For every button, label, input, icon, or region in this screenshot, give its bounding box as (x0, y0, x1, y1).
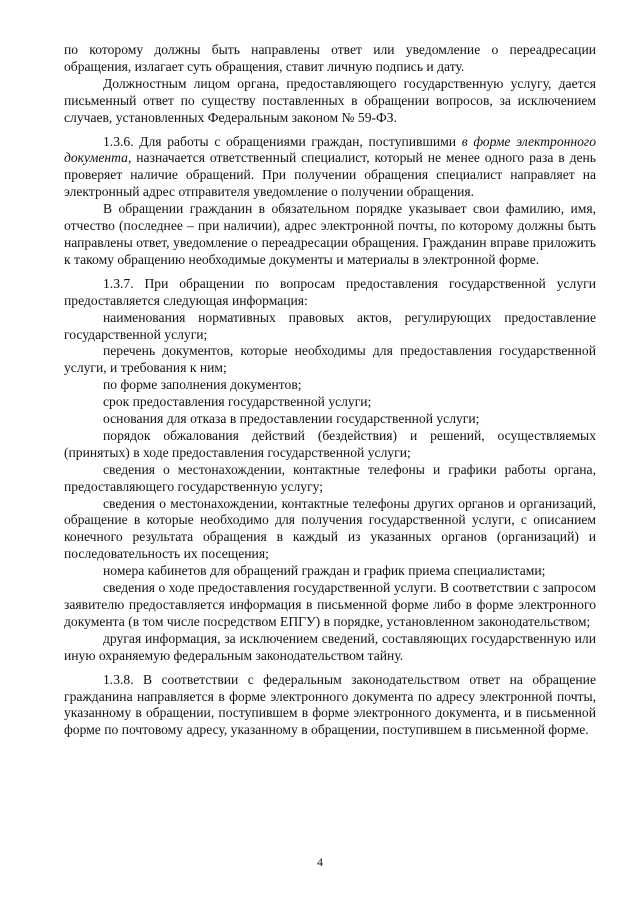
list-item: номера кабинетов для обращений граждан и график приема специалистами; (103, 563, 546, 579)
page-number: 4 (317, 855, 323, 869)
paragraph-1-3-6-start: 1.3.6. Для работы с обращениями граждан, поступившими (103, 133, 462, 149)
paragraph-1-3-6 (64, 134, 596, 202)
list-item: сведения о местонахождении, контактные телефоны и графики работы органа, предоставляющего государственную услугу; (64, 461, 596, 494)
list-item: перечень документов, которые необходимы для предоставления государственной услуги, и требования к ним; (64, 343, 596, 376)
list-item: сведения о местонахождении, контактные телефоны других органов и организаций, обращение в которые необходимо для получения государственной услуги, с описанием конечного результата обращения в каждый из указанных органов (организаций) и последовательность их посещения; (64, 495, 596, 562)
paragraph-1-3-6-end: , назначается ответственный специалист, который не менее одного раза в день проверяет наличие обращений. При получении обращения специалист направляет на электронный адрес отправителя уведомление о получении обращения. (64, 150, 596, 200)
paragraph-electronic-request: В обращении гражданин в обязательном порядке указывает свои фамилию, имя, отчество (последнее – при наличии), адрес электронной почты, по которому должны быть направлены ответ, уведомление о переадресации обращения. Гражданин вправе приложить к такому обращению необходимые документы и материалы в электронной форме. (64, 201, 596, 267)
list-item: срок предоставления государственной услуги; (103, 394, 372, 410)
list-item: наименования нормативных правовых актов, регулирующих предоставление государственной услуги; (64, 309, 596, 342)
list-item: сведения о ходе предоставления государственной услуги. В соответствии с запросом заявителю предоставляется информация в письменной форме либо в форме электронного документа (в том числе посредством ЕПГУ) в порядке, установленном законодательством; (64, 580, 596, 629)
paragraph-1-3-7: 1.3.7. При обращении по вопросам предоставления государственной услуги предоставляется следующая информация: (64, 275, 596, 308)
document-page (64, 42, 596, 739)
list-item: порядок обжалования действий (бездействия) и решений, осуществляемых (принятых) в ходе предоставления государственной услуги; (64, 427, 596, 460)
list-item: по форме заполнения документов; (103, 377, 302, 393)
paragraph-continuation: по которому должны быть направлены ответ или уведомление о переадресации обращения, излагает суть обращения, ставит личную подпись и дату. (64, 42, 596, 74)
paragraph-1-3-8: 1.3.8. В соответствии с федеральным законодательством ответ на обращение гражданина направляется в форме электронного документа по адресу электронной почты, указанному в обращении, поступившем в форме электронного документа, и в письменной форме по почтовому адресу, указанному в обращении, поступившем в письменной форме. (64, 671, 596, 738)
list-item: основания для отказа в предоставлении государственной услуги; (103, 411, 480, 427)
paragraph-1-3-6-italic: в форме электронного документа (64, 133, 597, 166)
list-item: другая информация, за исключением сведений, составляющих государственную или иную охраняемую федеральным законодательством тайну. (64, 630, 596, 663)
paragraph-written-answer: Должностным лицом органа, предоставляющего государственную услугу, дается письменный ответ по существу поставленных в обращении вопросов, за исключением случаев, установленных Федеральным законом № 59-ФЗ. (64, 75, 596, 125)
